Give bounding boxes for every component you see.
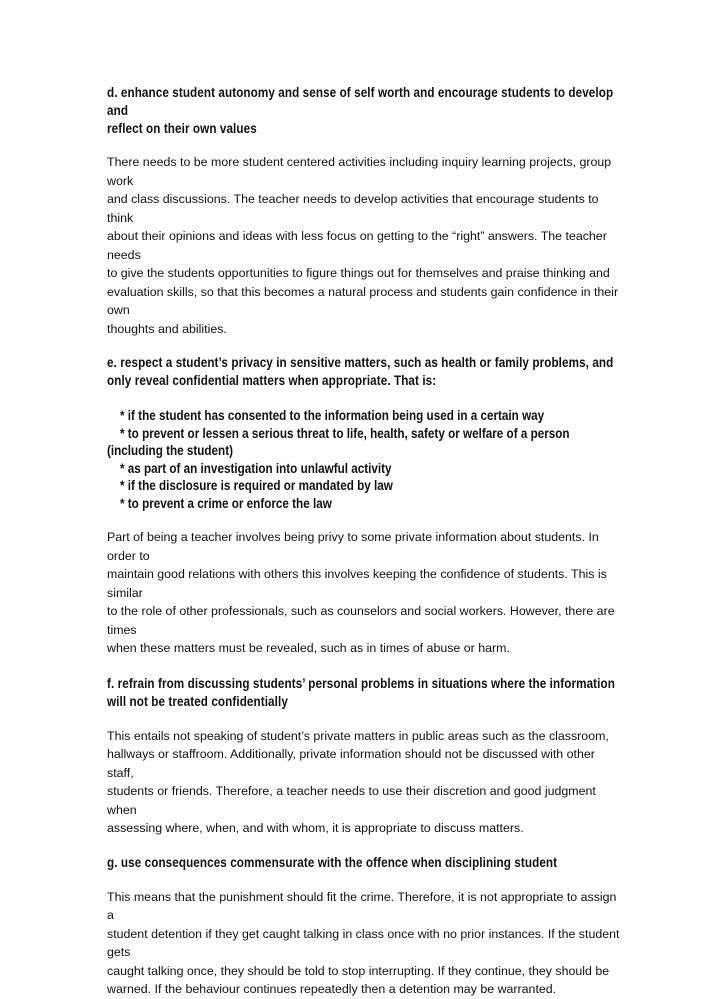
bullet-line: * as part of an investigation into unlawful activity	[107, 460, 392, 476]
section-e-bullet-list	[107, 407, 621, 512]
paragraph-line: to the role of other professionals, such as counselors and social workers. However, there are times	[107, 604, 615, 637]
bullet-line: * to prevent a crime or enforce the law	[107, 495, 332, 511]
heading-line: f. refrain from discussing students’ personal problems in situations where the information	[107, 675, 615, 691]
paragraph-line: thoughts and abilities.	[107, 321, 227, 336]
heading-line: only reveal confidential matters when appropriate. That is:	[107, 373, 437, 388]
heading-line: e. respect a student’s privacy in sensitive matters, such as health or family problems, and	[107, 355, 614, 370]
section-f-paragraph	[107, 727, 621, 838]
paragraph-line: assessing where, when, and with whom, it is appropriate to discuss matters.	[107, 821, 524, 835]
heading-line: reflect on their own values	[107, 121, 257, 136]
section-d-heading	[107, 84, 621, 138]
heading-line: g. use consequences commensurate with the offence when disciplining student	[107, 854, 558, 870]
paragraph-line: Part of being a teacher involves being privy to some private information about students. In order to	[107, 530, 599, 563]
section-g-heading	[107, 854, 621, 872]
section-g-paragraph	[107, 888, 621, 999]
section-e-paragraph	[107, 528, 621, 658]
bullet-line: * to prevent or lessen a serious threat to life, health, safety or welfare of a person	[107, 425, 570, 441]
paragraph-line: to give the students opportunities to figure things out for themselves and praise thinking and	[107, 266, 610, 280]
paragraph-line: There needs to be more student centered activities including inquiry learning projects, group work	[107, 155, 612, 188]
section-e-heading	[107, 354, 621, 390]
heading-line: will not be treated confidentially	[107, 693, 288, 709]
paragraph-line: and class discussions. The teacher needs to develop activities that encourage students to think	[107, 192, 599, 225]
section-f-heading	[107, 675, 621, 711]
paragraph-line: student detention if they get caught talking in class once with no prior instances. If the student gets	[107, 926, 620, 959]
paragraph-line: This entails not speaking of student’s private matters in public areas such as the classroom,	[107, 728, 609, 743]
bullet-line: * if the disclosure is required or mandated by law	[107, 478, 393, 493]
document-page	[107, 84, 621, 999]
paragraph-line: students or friends. Therefore, a teacher needs to use their discretion and good judgment when	[107, 784, 596, 817]
paragraph-line: evaluation skills, so that this becomes a natural process and students gain confidence in their own	[107, 284, 619, 317]
paragraph-line: hallways or staffroom. Additionally, private information should not be discussed with other staff,	[107, 747, 595, 780]
paragraph-line: about their opinions and ideas with less focus on getting to the “right” answers. The teacher needs	[107, 229, 607, 262]
paragraph-line: maintain good relations with others this involves keeping the confidence of students. This is similar	[107, 567, 607, 600]
paragraph-line: This means that the punishment should fit the crime. Therefore, it is not appropriate to assign a	[107, 889, 617, 922]
bullet-line: (including the student)	[107, 443, 233, 458]
section-d-paragraph	[107, 153, 621, 338]
paragraph-line: warned. If the behaviour continues repeatedly then a detention may be warranted.	[107, 982, 557, 996]
paragraph-line: caught talking once, they should be told to stop interrupting. If they continue, they should be	[107, 963, 610, 978]
paragraph-line: when these matters must be revealed, such as in times of abuse or harm.	[107, 641, 510, 655]
heading-line: d. enhance student autonomy and sense of self worth and encourage students to develop and	[107, 85, 614, 118]
bullet-line: * if the student has consented to the information being used in a certain way	[107, 408, 545, 423]
